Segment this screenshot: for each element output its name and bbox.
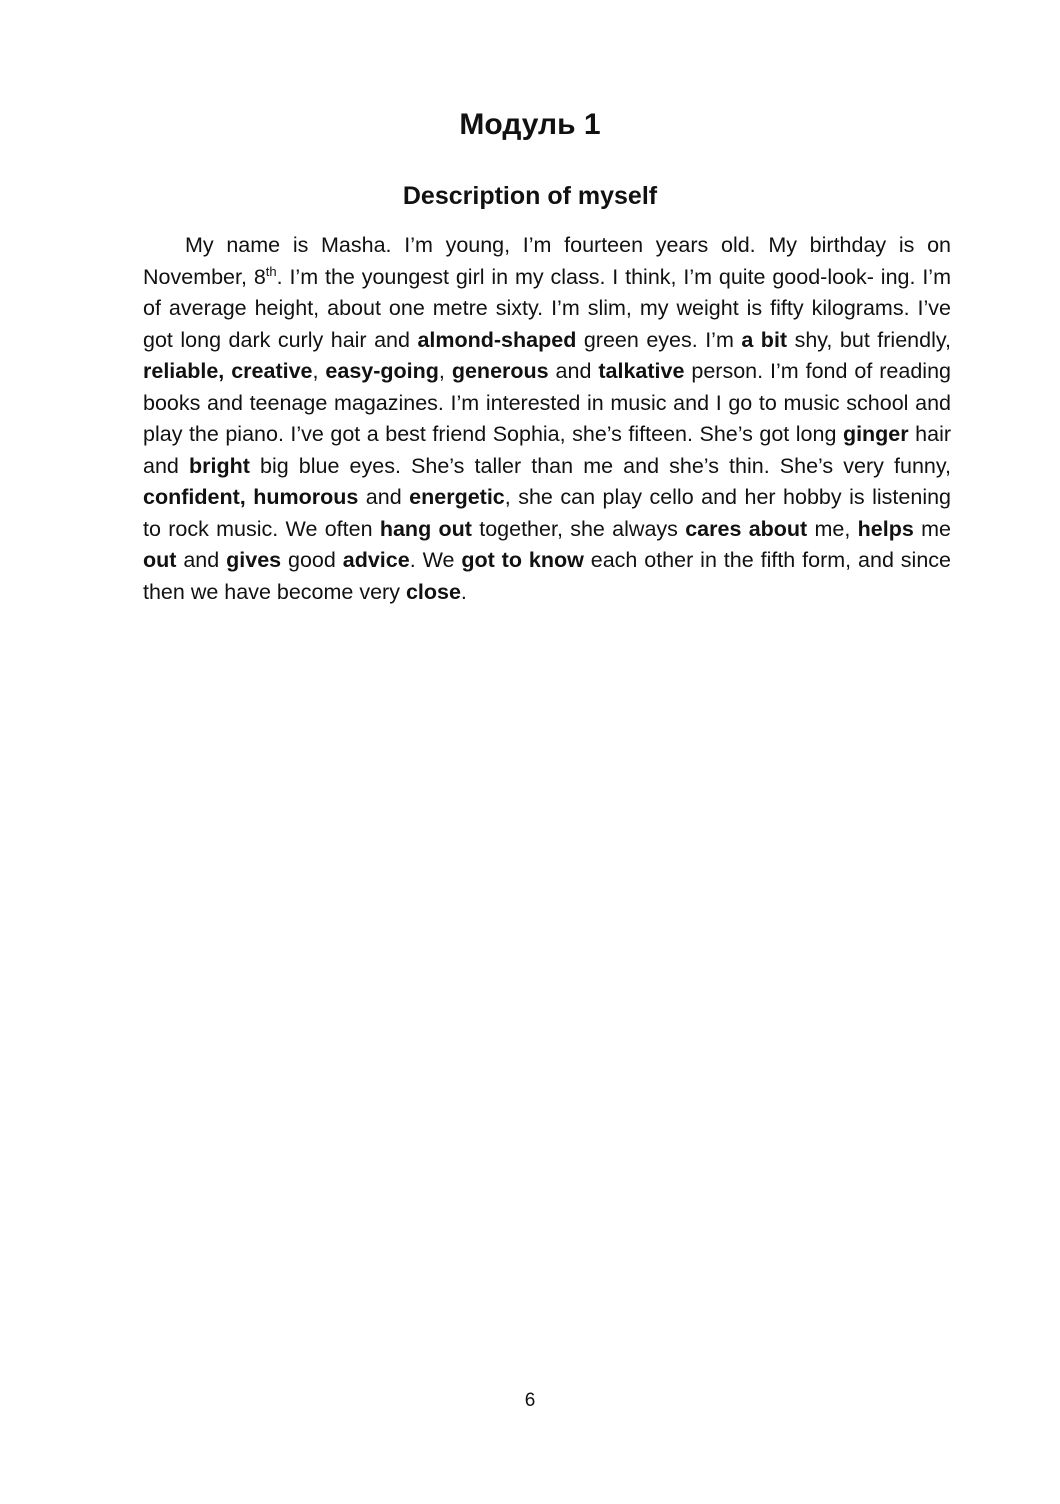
bold-keyword: ginger [842, 422, 909, 446]
text-run: big blue eyes. She’s taller than me and she’s thin. She’s very funny, [249, 453, 951, 478]
superscript-text: th [265, 263, 277, 279]
bold-keyword: reliable, creative [143, 359, 313, 383]
text-run: . We [409, 548, 462, 572]
text-run: together, she always [471, 516, 686, 541]
text-run: . [460, 579, 467, 604]
text-run: My name is Masha. I’m young, I’m fourteen years old. My birthday is on November, 8 [143, 233, 951, 289]
text-run: me, [807, 516, 858, 541]
text-run: good [281, 548, 343, 572]
bold-keyword: bright [188, 453, 250, 478]
text-run: me [913, 516, 951, 541]
text-run: green eyes. I’m [576, 327, 742, 352]
text-run: , she can play cello and her hobby is listening to rock music. We often [143, 485, 952, 541]
bold-keyword: confident, humorous [143, 485, 359, 509]
text-run: hair and [143, 422, 951, 478]
bold-keyword: helps [857, 516, 914, 541]
bold-keyword: gives [226, 548, 282, 572]
text-run: each other in the fifth form, and since then we have become very [143, 548, 951, 604]
section-title: Description of myself [402, 182, 658, 210]
bold-keyword: energetic [409, 485, 505, 509]
bold-keyword: talkative [598, 359, 685, 383]
text-run: . I’m the youngest girl in my class. I think, I’m quite good-look- ing. I’m of average height, about one metre sixty. I’m slim, my weight is fifty kilograms. I’ve got long dark curly hair and [143, 264, 951, 352]
page-number: 6 [524, 1390, 536, 1411]
bold-keyword: easy-going [325, 359, 439, 383]
bold-keyword: a bit [741, 327, 788, 352]
text-run: and [358, 485, 410, 509]
text-run: , [438, 359, 452, 383]
bold-keyword: advice [342, 548, 410, 572]
text-run: , [312, 359, 326, 383]
text-run: and [548, 359, 599, 383]
module-title: Модуль 1 [459, 108, 601, 141]
text-run: shy, but friendly, [787, 327, 951, 352]
text-run: and [176, 548, 227, 572]
body-paragraph [143, 230, 951, 608]
bold-keyword: hang out [379, 516, 472, 541]
bold-keyword: close [405, 579, 461, 604]
bold-keyword: cares about [685, 516, 808, 541]
bold-keyword: out [143, 548, 177, 572]
bold-keyword: generous [451, 359, 549, 383]
bold-keyword: almond-shaped [417, 327, 577, 352]
text-run: person. I’m fond of reading books and teenage magazines. I’m interested in music and I go to music school and play the piano. I’ve got a best friend Sophia, she’s fifteen. She’s got long [143, 359, 951, 446]
bold-keyword: got to know [461, 548, 584, 572]
